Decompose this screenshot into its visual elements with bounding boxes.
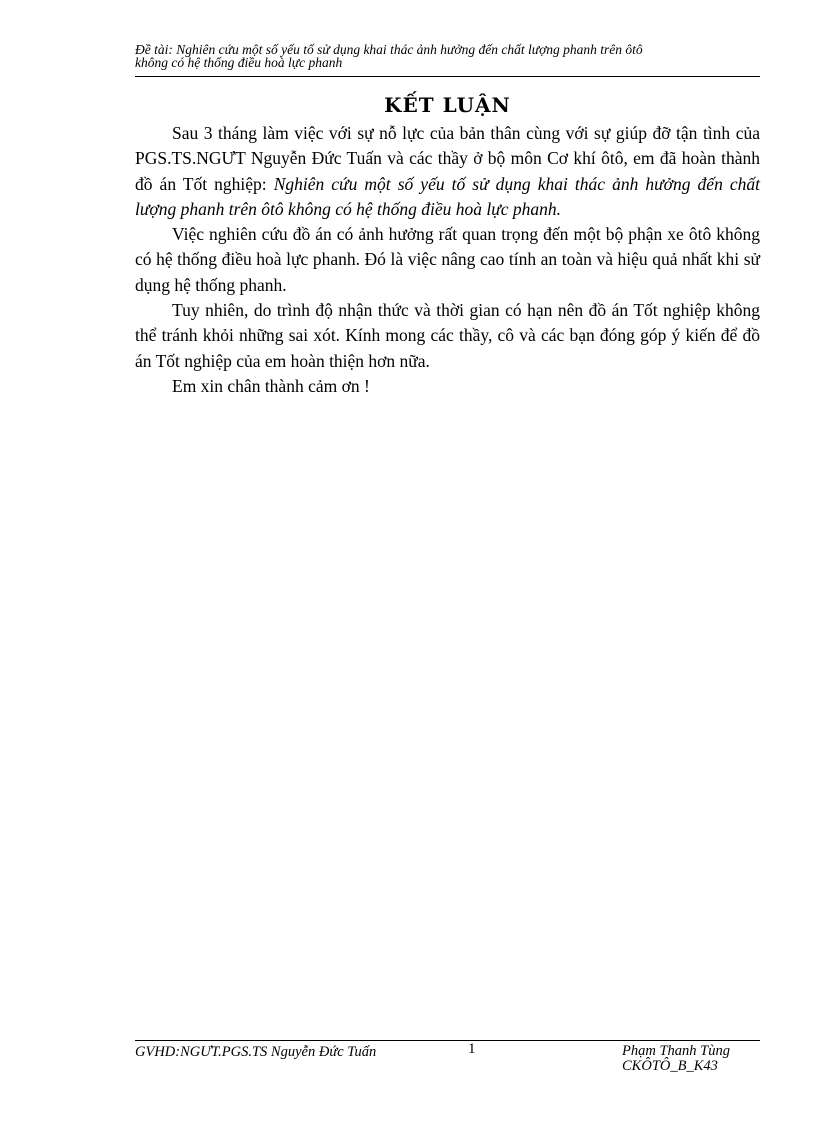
section-title: KẾT LUẬN (384, 93, 511, 117)
document-body (135, 121, 760, 399)
paragraph-1-text: Sau 3 tháng làm việc với sự nỗ lực của bản thân cùng với sự giúp đỡ tận tình của PGS.TS.NGƯT Nguyễn Đức Tuấn và các thầy ở bộ môn Cơ khí ôtô, em đã hoàn thành đồ án Tốt nghiệp: (135, 123, 760, 194)
paragraph-1 (135, 121, 760, 222)
thesis-title: Nghiên cứu một số yếu tố sử dụng khai thác ảnh hưởng đến chất lượng phanh trên ôtô không có hệ thống điều hoà lực phanh. (135, 173, 761, 219)
page-header (135, 43, 760, 69)
header-divider (135, 76, 760, 77)
paragraph-2: Việc nghiên cứu đồ án có ảnh hưởng rất quan trọng đến một bộ phận xe ôtô không có hệ thống điều hoà lực phanh. Đó là việc nâng cao tính an toàn và hiệu quả nhất khi sử dụng hệ thống phanh. (135, 224, 760, 295)
footer-class: CKÔTÔ_B_K43 (622, 1058, 718, 1074)
footer-divider (135, 1040, 760, 1041)
footer-author: Phạm Thanh Tùng (622, 1043, 730, 1059)
page-number: 1 (468, 1041, 476, 1057)
paragraph-4: Em xin chân thành cảm ơn ! (172, 375, 370, 396)
footer-supervisor: GVHD:NGƯT.PGS.TS Nguyễn Đức Tuấn (135, 1044, 377, 1060)
footer-author-block (622, 1044, 730, 1074)
header-title-line-1: Đề tài: Nghiên cứu một số yếu tố sử dụng khai thác ảnh hưởng đến chất lượng phanh trên ôtô (135, 42, 643, 57)
paragraph-3: Tuy nhiên, do trình độ nhận thức và thời gian có hạn nên đồ án Tốt nghiệp không thể tránh khỏi những sai xót. Kính mong các thầy, cô và các bạn đóng góp ý kiến để đồ án Tốt nghiệp của em hoàn thiện hơn nữa. (135, 300, 760, 371)
header-title-line-2: không có hệ thống điều hoà lực phanh (135, 55, 343, 70)
